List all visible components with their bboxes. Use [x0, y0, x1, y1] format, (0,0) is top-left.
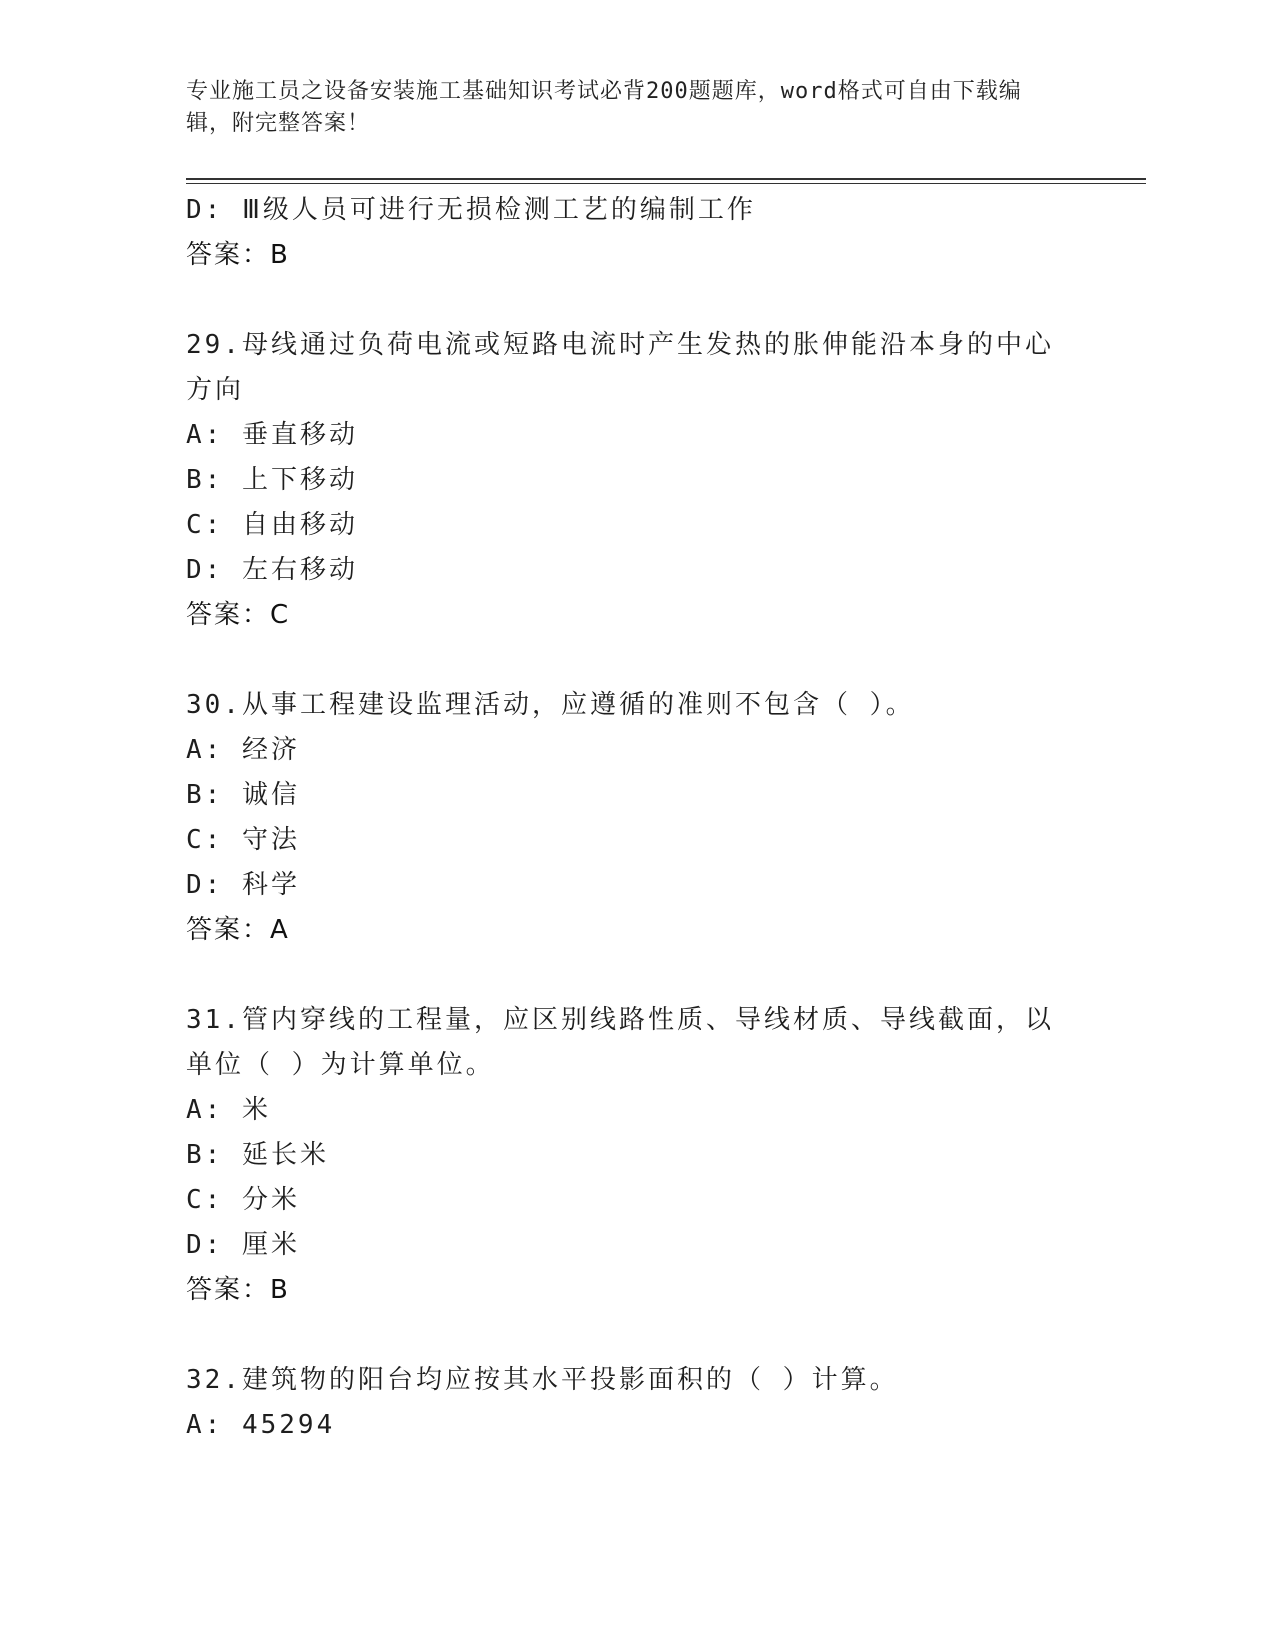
question-stem: 32.建筑物的阳台均应按其水平投影面积的（ ）计算。: [186, 1365, 899, 1395]
question-stem: 29.母线通过负荷电流或短路电流时产生发热的胀伸能沿本身的中心方向: [186, 330, 1054, 405]
spacer: [186, 953, 1086, 998]
header-divider-thin: [186, 183, 1146, 184]
option-d: D: 左右移动: [186, 555, 358, 585]
option-c: C: 守法: [186, 825, 300, 855]
option-c: C: 自由移动: [186, 510, 358, 540]
option-b: B: 上下移动: [186, 465, 358, 495]
document-header: 专业施工员之设备安装施工基础知识考试必背200题题库，word格式可自由下载编辑，附完整答案！: [186, 79, 1022, 136]
option-d: D: 厘米: [186, 1230, 300, 1260]
option-d: D: Ⅲ级人员可进行无损检测工艺的编制工作: [186, 195, 756, 225]
option-d: D: 科学: [186, 870, 300, 900]
question-stem: 31.管内穿线的工程量，应区别线路性质、导线材质、导线截面，以单位（ ）为计算单位。: [186, 1005, 1054, 1080]
question-list: [186, 188, 1086, 1448]
option-c: C: 分米: [186, 1185, 300, 1215]
answer-line: 答案：A: [186, 915, 290, 945]
spacer: [186, 1313, 1086, 1358]
option-b: B: 延长米: [186, 1140, 329, 1170]
spacer: [186, 278, 1086, 323]
spacer: [186, 638, 1086, 683]
option-a: A: 45294: [186, 1410, 336, 1440]
answer-line: 答案：B: [186, 240, 290, 270]
option-b: B: 诚信: [186, 780, 300, 810]
option-a: A: 垂直移动: [186, 420, 358, 450]
question-stem: 30.从事工程建设监理活动，应遵循的准则不包含（ ）。: [186, 690, 915, 720]
option-a: A: 经济: [186, 735, 300, 765]
answer-line: 答案：C: [186, 600, 291, 630]
answer-line: 答案：B: [186, 1275, 290, 1305]
header-divider: [186, 178, 1146, 180]
option-a: A: 米: [186, 1095, 271, 1125]
